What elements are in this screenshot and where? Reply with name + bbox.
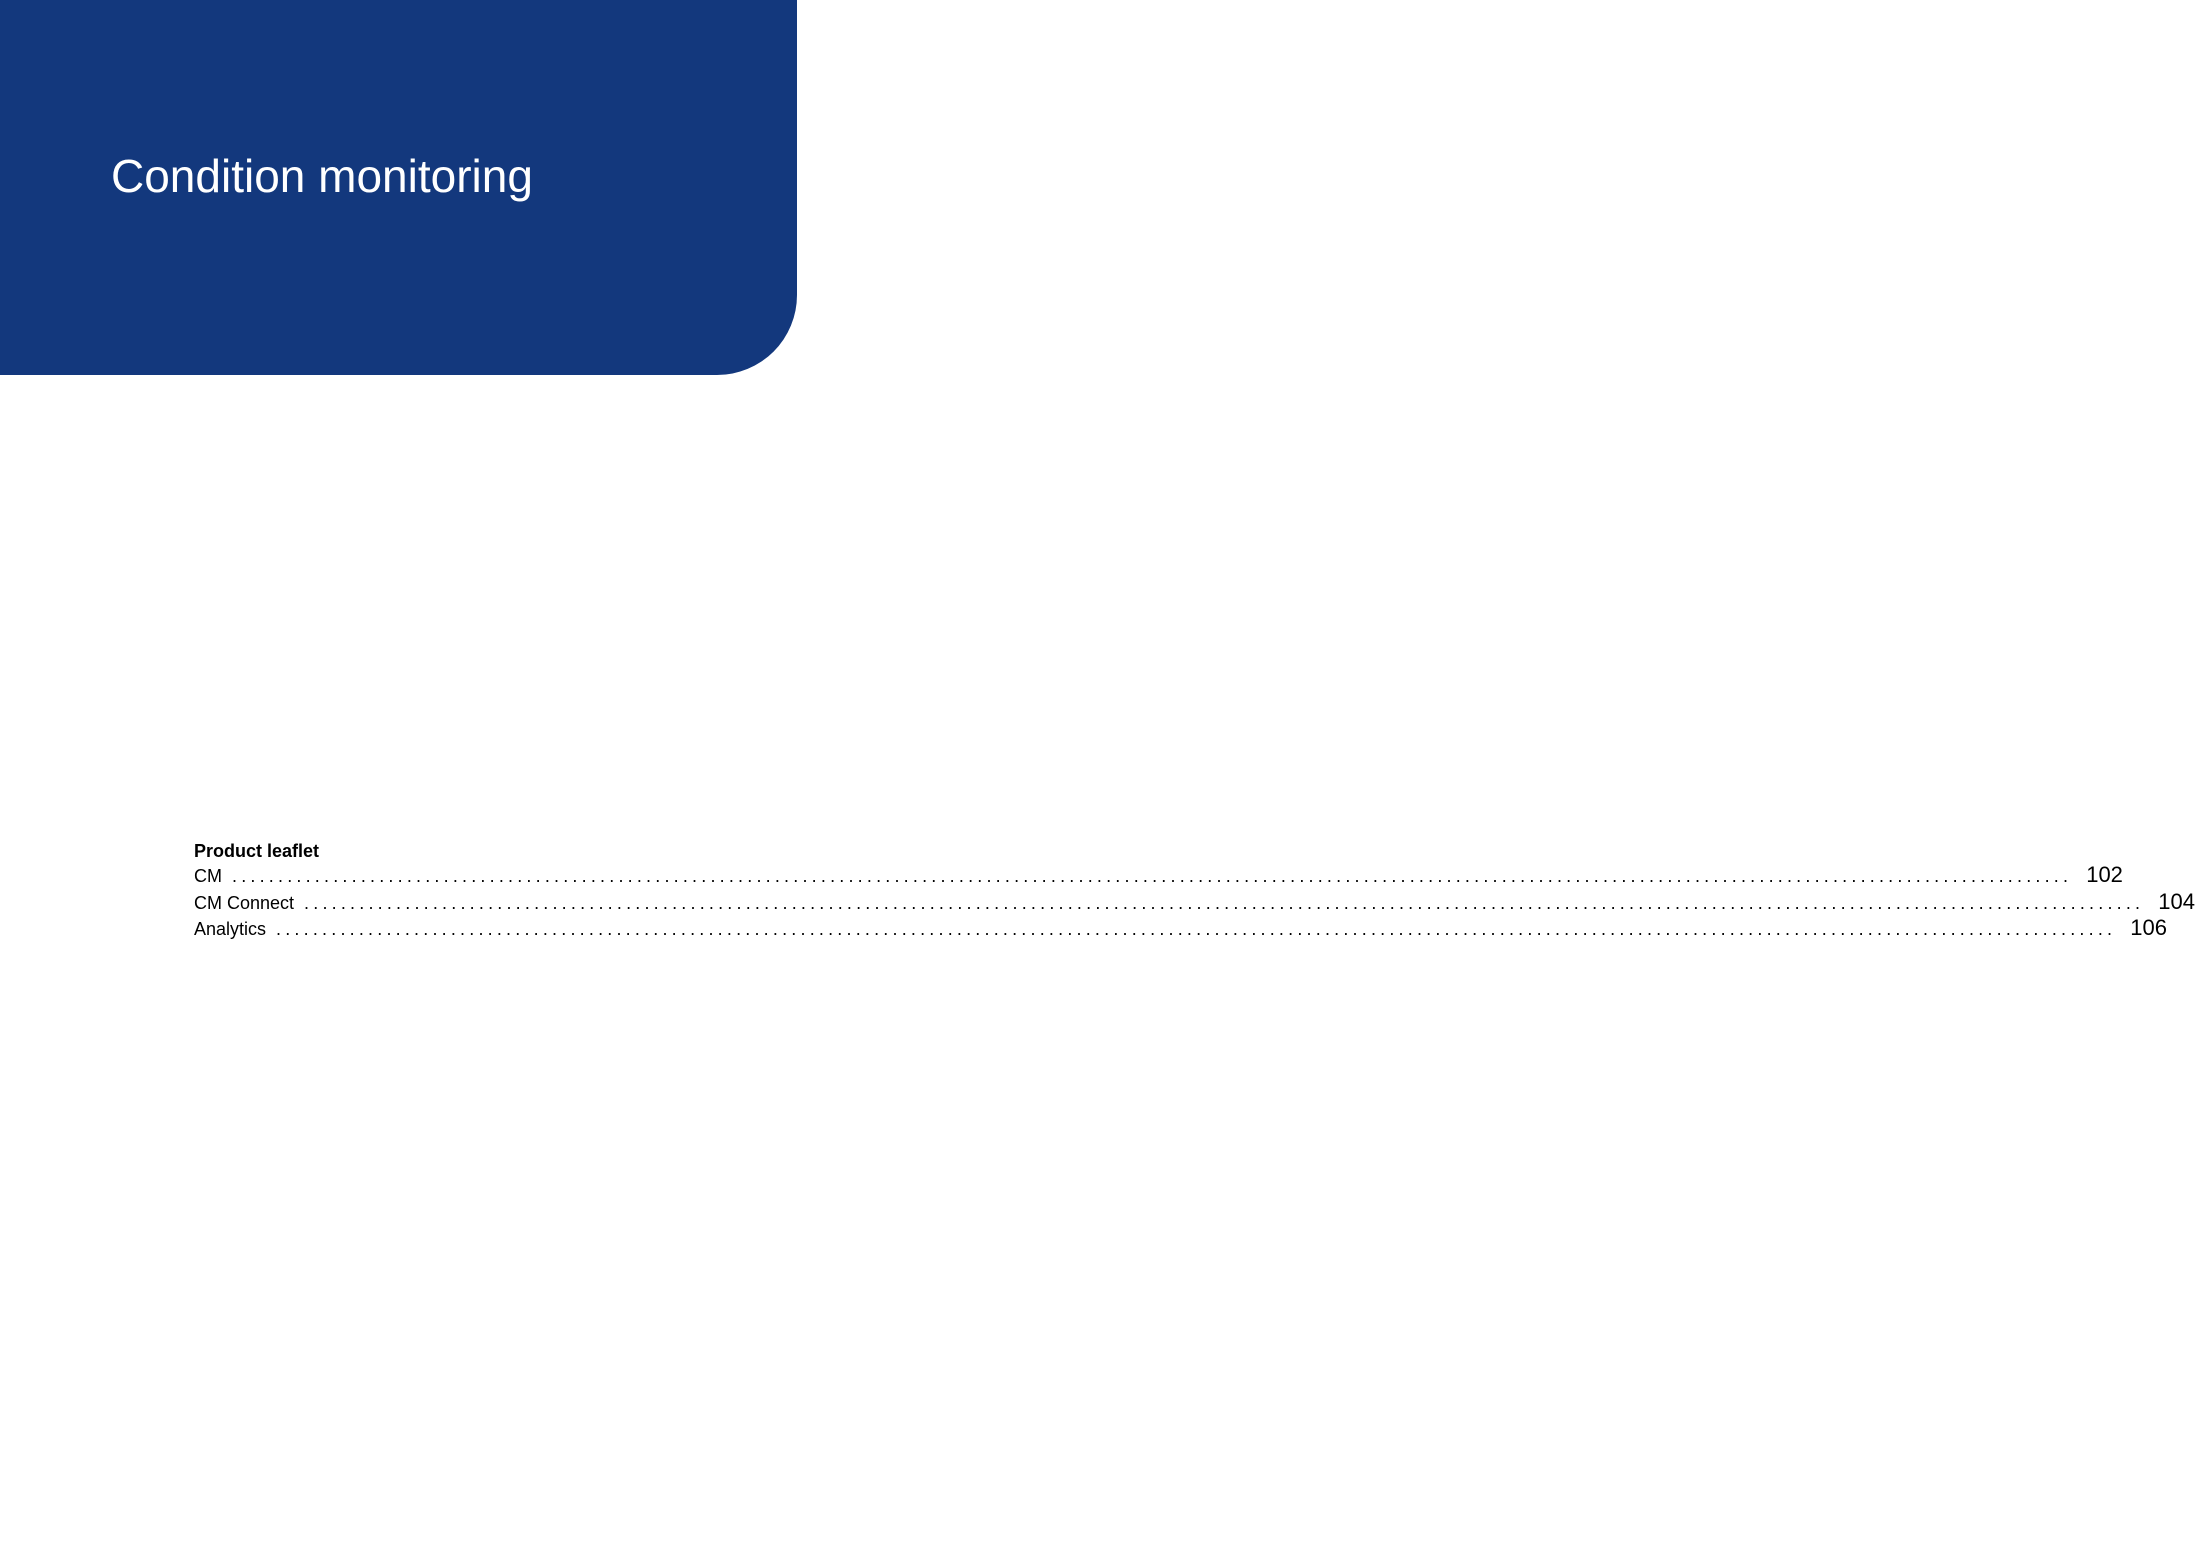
toc-entry-cm[interactable] <box>194 862 2123 889</box>
dot-leader: ........................................................................................................................................................................................................ <box>304 892 2145 913</box>
chapter-title: Condition monitoring <box>111 150 533 202</box>
toc-entry-label: Analytics <box>194 919 267 939</box>
dot-leader: ........................................................................................................................................................................................................ <box>232 866 2073 886</box>
toc-entry-cm-connect[interactable] <box>194 888 2195 916</box>
toc-entry-analytics[interactable] <box>194 915 2167 942</box>
table-of-contents <box>194 840 2195 942</box>
toc-entry-page-number: 106 <box>2130 915 2167 940</box>
chapter-header-band <box>0 0 797 375</box>
toc-entry-label: CM <box>194 866 222 886</box>
dot-leader: ........................................................................................................................................................................................................ <box>276 919 2117 939</box>
toc-entry-page-number: 104 <box>2158 888 2195 914</box>
toc-heading: Product leaflet <box>194 841 320 861</box>
toc-entry-label: CM Connect <box>194 892 295 913</box>
toc-list <box>194 862 2195 942</box>
toc-entry-page-number: 102 <box>2086 862 2123 887</box>
